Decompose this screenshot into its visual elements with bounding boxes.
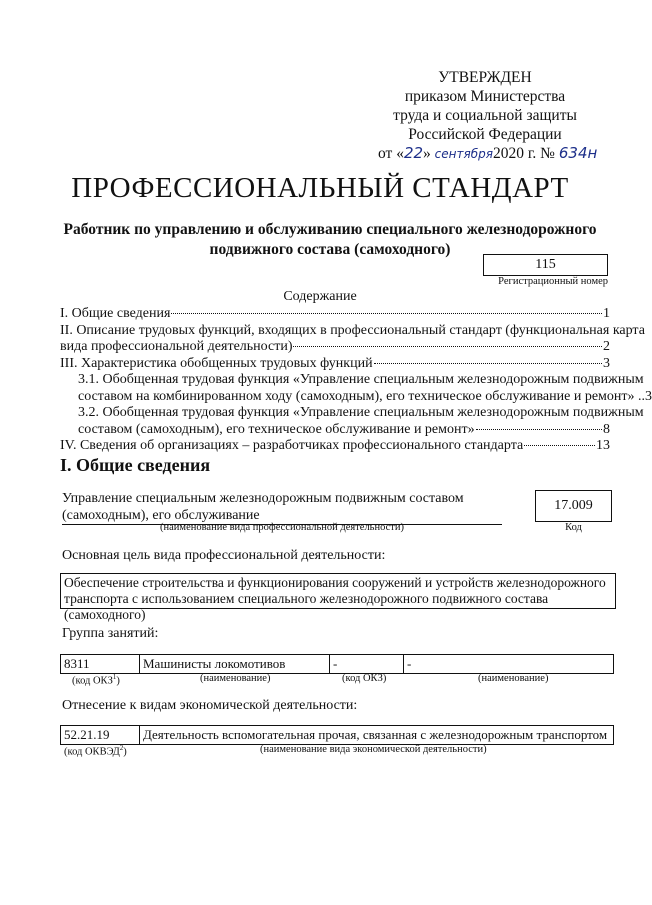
approval-line-3: труда и социальной защиты [393, 107, 577, 124]
goal-label: Основная цель вида профессиональной деятельности: [62, 548, 386, 563]
toc-item[interactable]: 3.2. Обобщенная трудовая функция «Управление специальным железнодорожным подвижным составом (самоходным), его техническое обслуживание и ремонт» 8 [78, 405, 644, 437]
okz-code-2: - [330, 655, 404, 673]
date-month: сентября [434, 147, 493, 161]
occupation-group-table [60, 654, 614, 674]
group-captions: (код ОКЗ$^1$) (наименование) (код ОКЗ) (наименование) [72, 673, 549, 687]
okz-name-1: Машинисты локомотивов [140, 655, 330, 673]
approval-line-2: приказом Министерства [404, 88, 566, 105]
document-subtitle: Работник по управлению и обслуживанию специального железнодорожного подвижного состава (самоходного) [63, 221, 597, 258]
registration-label: Регистрационный номер [498, 276, 608, 287]
activity-caption: (наименование вида профессиональной деятельности) [160, 522, 404, 533]
okved-table [60, 725, 614, 745]
approval-date: от «22» сентября2020 г. № 634н [378, 144, 598, 162]
registration-number: 115 [483, 254, 608, 276]
toc-heading: Содержание [283, 289, 357, 304]
order-number: 634н [558, 144, 598, 162]
toc-item[interactable]: IV. Сведения об организациях – разработчиках профессионального стандарта 13 [60, 438, 610, 453]
group-label: Группа занятий: [62, 626, 159, 641]
toc-item[interactable]: 3.1. Обобщенная трудовая функция «Управление специальным железнодорожным подвижным составом на комбинированном ходу (самоходным), его техническое обслуживание и ремонт» .. 3 [78, 372, 652, 404]
okved-captions: (код ОКВЭД$^2$) (наименование вида экономической деятельности) [64, 744, 487, 758]
date-day: 22 [403, 144, 424, 162]
section-heading: I. Общие сведения [60, 455, 211, 475]
activity-name: Управление специальным железнодорожным подвижным составом (самоходным), его обслуживание [62, 490, 502, 525]
toc-item[interactable]: II. Описание трудовых функций, входящих в профессиональный стандарт (функциональная карта вида профессиональной деятельности) 2 [60, 322, 645, 354]
okved-code: 52.21.19 [61, 726, 140, 744]
activity-code: 17.009 [535, 490, 612, 522]
code-label: Код [565, 522, 582, 533]
document-title: ПРОФЕССИОНАЛЬНЫЙ СТАНДАРТ [71, 172, 569, 204]
okz-code-1: 8311 [61, 655, 140, 673]
approval-line-4: Российской Федерации [408, 126, 562, 143]
toc-item[interactable]: I. Общие сведения 1 [60, 306, 610, 321]
approval-line-1: УТВЕРЖДЕН [438, 69, 532, 86]
okved-name: Деятельность вспомогательная прочая, связанная с железнодорожным транспортом [143, 727, 608, 742]
toc-item[interactable]: III. Характеристика обобщенных трудовых функций 3 [60, 355, 610, 371]
econ-label: Отнесение к видам экономической деятельности: [62, 698, 358, 713]
approval-block [360, 68, 610, 164]
okz-name-2: - [407, 656, 412, 671]
table-of-contents [60, 306, 652, 455]
goal-text: Обеспечение строительства и функционирования сооружений и устройств железнодорожного транспорта с использованием специального железнодорожного подвижного состава (самоходного) [60, 573, 616, 609]
